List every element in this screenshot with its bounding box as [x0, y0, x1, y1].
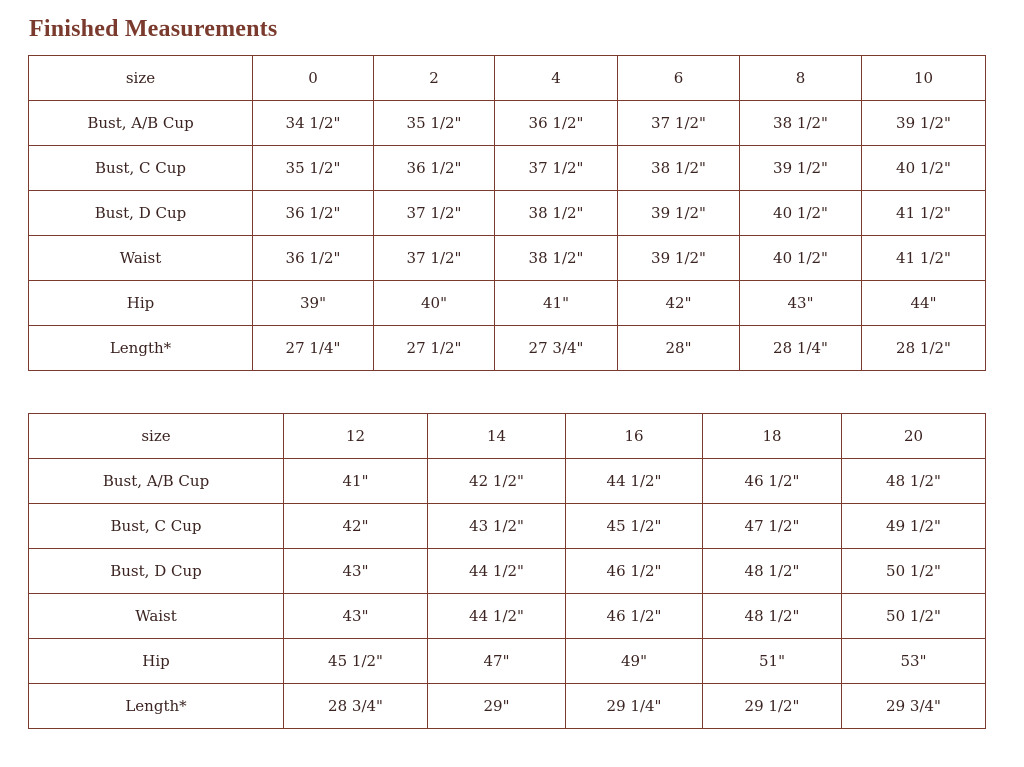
measurement-label: Bust, D Cup [29, 549, 284, 594]
measurement-value: 36 1/2" [253, 236, 374, 281]
measurement-value: 53" [842, 639, 986, 684]
measurement-label: Bust, D Cup [29, 191, 253, 236]
table-row [29, 146, 986, 191]
measurement-value: 45 1/2" [284, 639, 428, 684]
measurement-label: Bust, C Cup [29, 504, 284, 549]
measurement-value: 38 1/2" [740, 101, 862, 146]
measurement-value: 40 1/2" [740, 236, 862, 281]
size-header-cell: 10 [862, 56, 986, 101]
measurement-value: 42" [618, 281, 740, 326]
measurement-label: Waist [29, 594, 284, 639]
table-row [29, 101, 986, 146]
size-header-cell: 14 [428, 414, 566, 459]
measurement-value: 28 1/4" [740, 326, 862, 371]
measurement-label: Hip [29, 639, 284, 684]
measurement-value: 38 1/2" [618, 146, 740, 191]
measurement-value: 46 1/2" [566, 594, 703, 639]
measurement-label: Length* [29, 684, 284, 729]
measurement-value: 39 1/2" [862, 101, 986, 146]
measurement-value: 36 1/2" [495, 101, 618, 146]
size-header-cell: 6 [618, 56, 740, 101]
measurement-value: 49" [566, 639, 703, 684]
measurement-value: 42" [284, 504, 428, 549]
table-row [29, 326, 986, 371]
measurement-value: 37 1/2" [374, 236, 495, 281]
measurement-value: 36 1/2" [374, 146, 495, 191]
measurement-value: 27 1/2" [374, 326, 495, 371]
measurement-label: Hip [29, 281, 253, 326]
measurements-table-sizes-0-10 [28, 55, 986, 371]
measurement-value: 39 1/2" [740, 146, 862, 191]
measurements-table-sizes-12-20 [28, 413, 986, 729]
measurement-value: 41 1/2" [862, 191, 986, 236]
size-header-cell: 4 [495, 56, 618, 101]
measurement-label: Bust, C Cup [29, 146, 253, 191]
size-header-cell: 18 [703, 414, 842, 459]
measurement-value: 48 1/2" [842, 459, 986, 504]
size-header-cell: 8 [740, 56, 862, 101]
measurement-value: 28 3/4" [284, 684, 428, 729]
measurement-label: Bust, A/B Cup [29, 101, 253, 146]
measurement-value: 40" [374, 281, 495, 326]
measurement-value: 29 1/2" [703, 684, 842, 729]
measurement-value: 29 3/4" [842, 684, 986, 729]
measurement-label: Bust, A/B Cup [29, 459, 284, 504]
measurement-value: 43" [284, 594, 428, 639]
table-row [29, 191, 986, 236]
size-header-cell: 16 [566, 414, 703, 459]
size-header-cell: 12 [284, 414, 428, 459]
measurement-value: 39 1/2" [618, 191, 740, 236]
measurement-value: 40 1/2" [862, 146, 986, 191]
measurement-value: 27 1/4" [253, 326, 374, 371]
size-header-cell: 0 [253, 56, 374, 101]
table-row [29, 594, 986, 639]
measurement-label: Length* [29, 326, 253, 371]
measurement-value: 28" [618, 326, 740, 371]
measurement-value: 43" [284, 549, 428, 594]
header-row [29, 56, 986, 101]
measurement-value: 46 1/2" [566, 549, 703, 594]
measurement-label: Waist [29, 236, 253, 281]
size-header-label: size [29, 414, 284, 459]
measurement-value: 39 1/2" [618, 236, 740, 281]
measurement-value: 42 1/2" [428, 459, 566, 504]
measurement-value: 50 1/2" [842, 549, 986, 594]
measurement-value: 29 1/4" [566, 684, 703, 729]
measurement-value: 39" [253, 281, 374, 326]
measurement-value: 43 1/2" [428, 504, 566, 549]
measurement-value: 48 1/2" [703, 549, 842, 594]
measurement-value: 35 1/2" [374, 101, 495, 146]
measurement-value: 28 1/2" [862, 326, 986, 371]
table-row [29, 639, 986, 684]
measurement-value: 47 1/2" [703, 504, 842, 549]
measurement-value: 48 1/2" [703, 594, 842, 639]
measurement-value: 44 1/2" [566, 459, 703, 504]
measurement-value: 35 1/2" [253, 146, 374, 191]
size-header-cell: 20 [842, 414, 986, 459]
measurement-value: 29" [428, 684, 566, 729]
table-row [29, 684, 986, 729]
table-row [29, 236, 986, 281]
measurement-value: 34 1/2" [253, 101, 374, 146]
measurement-value: 44" [862, 281, 986, 326]
measurement-value: 38 1/2" [495, 191, 618, 236]
table-row [29, 504, 986, 549]
measurement-value: 51" [703, 639, 842, 684]
measurement-value: 43" [740, 281, 862, 326]
measurement-value: 41" [495, 281, 618, 326]
measurement-value: 40 1/2" [740, 191, 862, 236]
page-title: Finished Measurements [29, 16, 278, 42]
table-row [29, 281, 986, 326]
measurement-value: 49 1/2" [842, 504, 986, 549]
measurement-value: 38 1/2" [495, 236, 618, 281]
header-row [29, 414, 986, 459]
measurement-value: 37 1/2" [374, 191, 495, 236]
measurement-value: 46 1/2" [703, 459, 842, 504]
measurement-value: 44 1/2" [428, 594, 566, 639]
measurement-value: 41 1/2" [862, 236, 986, 281]
table-row [29, 459, 986, 504]
measurement-value: 36 1/2" [253, 191, 374, 236]
measurement-value: 41" [284, 459, 428, 504]
measurement-value: 37 1/2" [495, 146, 618, 191]
measurement-value: 44 1/2" [428, 549, 566, 594]
table-row [29, 549, 986, 594]
measurement-value: 50 1/2" [842, 594, 986, 639]
measurement-value: 47" [428, 639, 566, 684]
size-header-label: size [29, 56, 253, 101]
measurement-value: 37 1/2" [618, 101, 740, 146]
size-header-cell: 2 [374, 56, 495, 101]
measurement-value: 45 1/2" [566, 504, 703, 549]
measurement-value: 27 3/4" [495, 326, 618, 371]
